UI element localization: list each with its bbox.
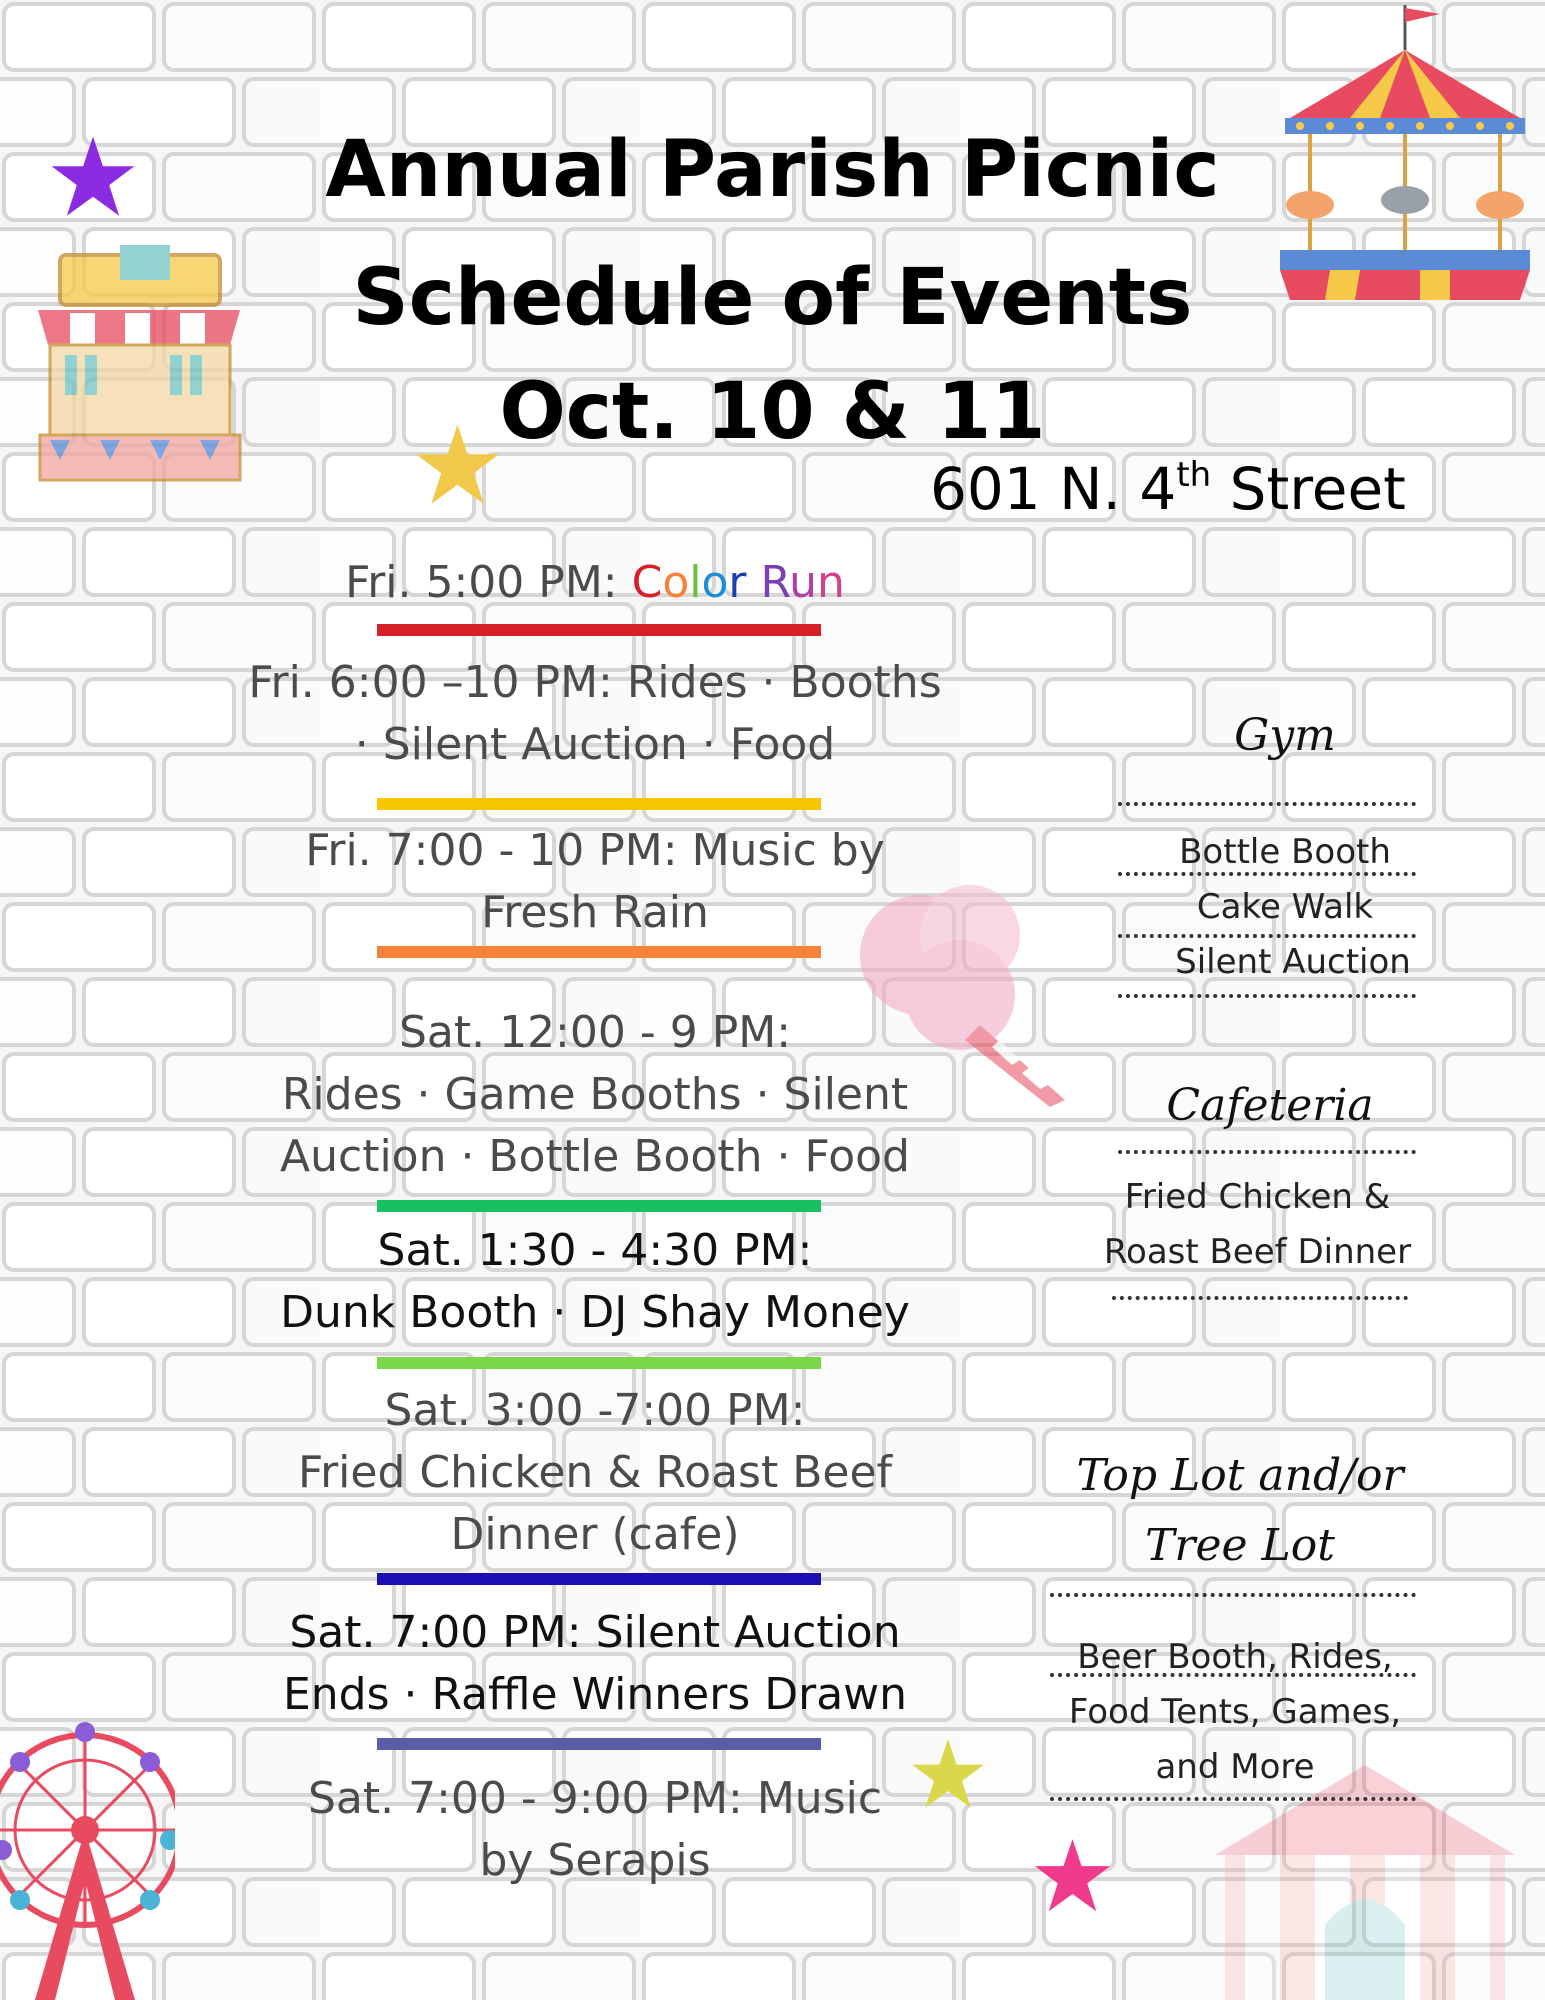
- divider-bar: [377, 1200, 821, 1212]
- dotted-divider: [1050, 1673, 1416, 1677]
- event-sat-dunk-booth: [200, 1220, 990, 1344]
- venue-gym-item: Bottle Booth: [1179, 832, 1391, 872]
- divider-bar: [377, 624, 821, 636]
- divider-bar: [377, 1573, 821, 1585]
- venue-gym-heading: Gym: [1234, 710, 1336, 761]
- carousel-icon: [1270, 0, 1540, 305]
- dotted-divider: [1050, 1797, 1416, 1801]
- dotted-divider: [1118, 1150, 1416, 1154]
- page-title-dates: Oct. 10 & 11: [499, 367, 1046, 457]
- color-run-letter: l: [689, 557, 702, 608]
- venue-cafeteria-line: Roast Beef Dinner: [1103, 1232, 1412, 1272]
- color-run-letter: R: [760, 557, 790, 608]
- venue-gym-item: Cake Walk: [1196, 887, 1374, 927]
- event-line: Fresh Rain: [481, 887, 709, 938]
- address: [930, 455, 1460, 523]
- divider-bar: [377, 798, 821, 810]
- event-line: Fri. 6:00 –10 PM: Rides · Booths: [248, 657, 942, 708]
- event-sat-music: [200, 1768, 990, 1892]
- event-line: Dunk Booth · DJ Shay Money: [280, 1287, 910, 1338]
- color-run-letter: o: [701, 557, 729, 608]
- dotted-divider: [1118, 802, 1416, 806]
- event-sat-dinner: [200, 1380, 990, 1566]
- color-run-label: [632, 557, 845, 608]
- dotted-divider: [1112, 1296, 1408, 1300]
- event-color-run: [200, 552, 990, 614]
- page-title-line-1: Annual Parish Picnic: [325, 125, 1220, 215]
- venue-cafeteria-line: Fried Chicken &: [1124, 1177, 1391, 1217]
- color-run-letter: o: [662, 557, 690, 608]
- ferris-wheel-icon: [0, 1710, 175, 2000]
- event-fri-music: [200, 820, 990, 944]
- event-sat-rides: [200, 1002, 990, 1188]
- event-line: by Serapis: [479, 1835, 711, 1886]
- color-run-letter: u: [789, 557, 817, 608]
- color-run-letter: [747, 557, 761, 608]
- star-icon: [48, 132, 138, 222]
- dotted-divider: [1118, 994, 1416, 998]
- venue-cafeteria-heading: Cafeteria: [1166, 1080, 1374, 1131]
- event-line: · Silent Auction · Food: [354, 719, 836, 770]
- venue-toplot-heading: Tree Lot: [1145, 1520, 1335, 1571]
- event-line: Fri. 7:00 - 10 PM: Music by: [305, 825, 885, 876]
- event-line: Rides · Game Booths · Silent: [281, 1069, 909, 1120]
- divider-bar: [377, 1357, 821, 1369]
- venue-toplot-line: Beer Booth, Rides,: [1077, 1637, 1393, 1677]
- divider-bar: [377, 946, 821, 958]
- dotted-divider: [1050, 1593, 1416, 1597]
- event-line: Fried Chicken & Roast Beef: [297, 1447, 893, 1498]
- event-line: Sat. 1:30 - 4:30 PM:: [377, 1225, 813, 1276]
- page-title-line-2: Schedule of Events: [352, 253, 1193, 343]
- bottle-booth-icon: [30, 245, 245, 485]
- event-sat-auction-ends: [200, 1602, 990, 1726]
- venue-gym-item: Silent Auction: [1175, 942, 1411, 982]
- address-superscript: th: [1176, 455, 1212, 495]
- event-line: Dinner (cafe): [450, 1509, 740, 1560]
- event-line: Sat. 7:00 - 9:00 PM: Music: [307, 1773, 883, 1824]
- star-icon: [1030, 1835, 1115, 1917]
- event-line: Ends · Raffle Winners Drawn: [282, 1669, 908, 1720]
- event-line: Sat. 7:00 PM: Silent Auction: [289, 1607, 901, 1658]
- venue-toplot-line: Food Tents, Games,: [1068, 1692, 1402, 1732]
- event-line: Sat. 12:00 - 9 PM:: [398, 1007, 792, 1058]
- divider-bar: [377, 1738, 821, 1750]
- venue-toplot-line: and More: [1155, 1747, 1315, 1787]
- color-run-letter: C: [631, 557, 663, 608]
- event-fri-rides: [200, 652, 990, 776]
- address-prefix: 601 N. 4: [930, 455, 1177, 523]
- event-line: Auction · Bottle Booth · Food: [280, 1131, 910, 1182]
- event-time: Fri. 5:00 PM:: [345, 557, 632, 608]
- dotted-divider: [1118, 872, 1416, 876]
- color-run-letter: r: [728, 557, 747, 608]
- venue-toplot-heading: Top Lot and/or: [1076, 1450, 1404, 1501]
- address-suffix: Street: [1211, 455, 1406, 523]
- event-line: Sat. 3:00 -7:00 PM:: [384, 1385, 806, 1436]
- color-run-letter: n: [817, 557, 845, 608]
